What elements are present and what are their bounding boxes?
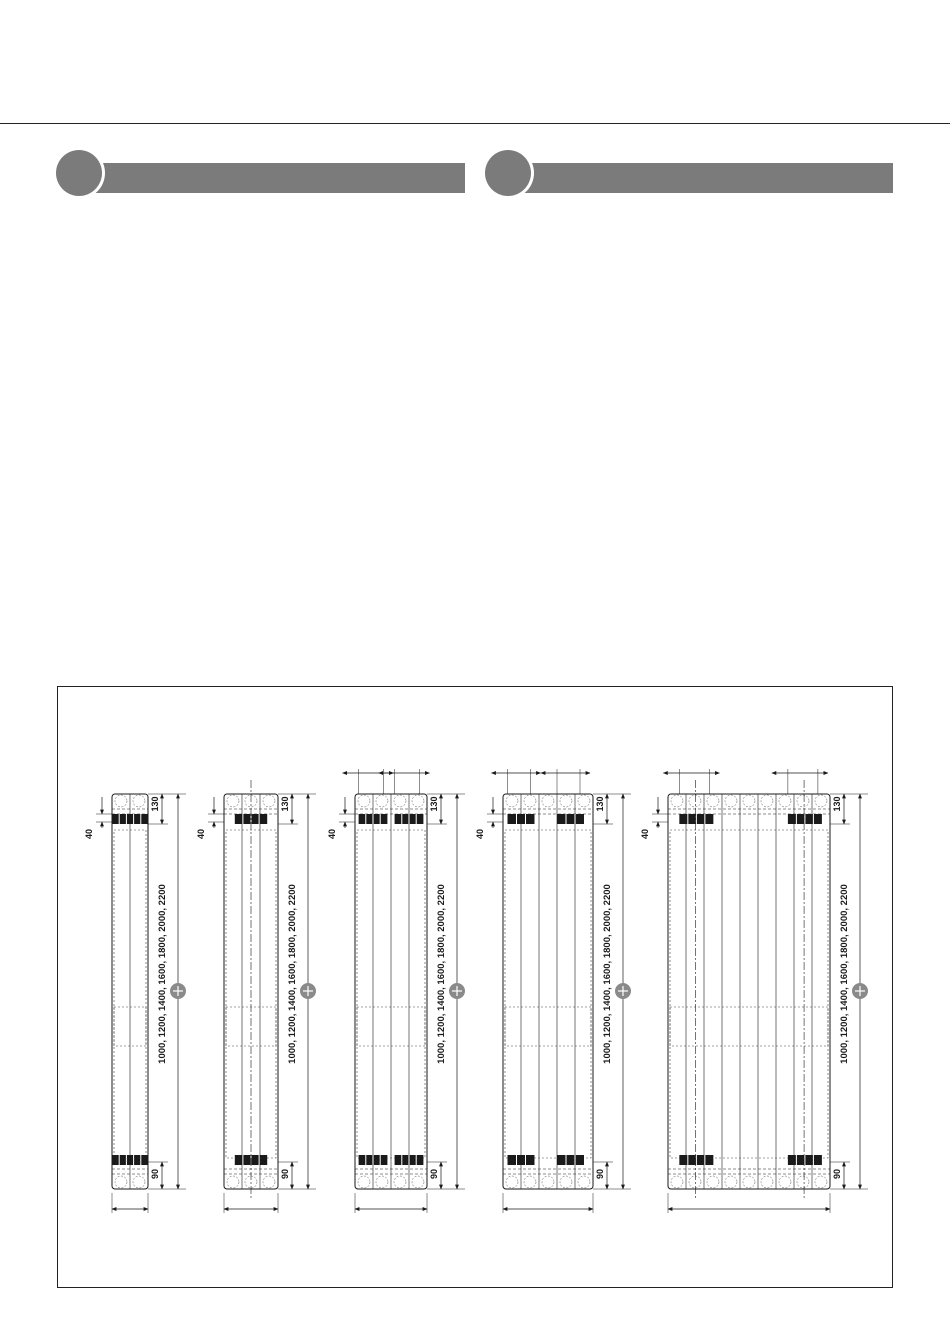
top-rule (0, 123, 950, 124)
header-circle (761, 795, 773, 807)
header-circle (263, 1176, 275, 1188)
bottom-dimension-label: 90 (150, 1168, 160, 1180)
height-range-label: 1000, 1200, 1400, 1600, 1800, 2000, 2200 (839, 884, 850, 1064)
mounting-block-top (508, 814, 535, 824)
header-circle (671, 1176, 683, 1188)
section-header-left (56, 150, 466, 200)
offset-dimension-label: 40 (475, 828, 485, 840)
header-circle (542, 1176, 554, 1188)
header-circle (133, 1176, 145, 1188)
connection-symbol-icon (300, 983, 316, 999)
offset-dimension-label: 40 (84, 828, 94, 840)
radiator-outline (503, 794, 593, 1189)
section-number-badge (485, 150, 531, 196)
radiator-outline (668, 794, 830, 1189)
header-circle (689, 795, 701, 807)
height-range-label: 1000, 1200, 1400, 1600, 1800, 2000, 2200 (436, 884, 447, 1064)
header-circle (394, 795, 406, 807)
header-circle (560, 1176, 572, 1188)
header-circle (578, 795, 590, 807)
mounting-block-bottom (112, 1155, 148, 1165)
dimension-figure-frame (57, 686, 893, 1288)
header-circle (133, 795, 145, 807)
mounting-block-bottom (508, 1155, 535, 1165)
header-circle (115, 1176, 127, 1188)
header-circle (115, 795, 127, 807)
top-dimension-label: 130 (429, 796, 439, 812)
top-dimension-label: 130 (280, 796, 290, 812)
section-header-right (485, 150, 895, 200)
bottom-dimension-label: 90 (595, 1168, 605, 1180)
header-circle (725, 1176, 737, 1188)
header-circle (412, 795, 424, 807)
top-dimension-label: 130 (150, 796, 160, 812)
header-circle (815, 795, 827, 807)
header-circle (358, 795, 370, 807)
radiator-variant-v3 (327, 769, 465, 1213)
connection-symbol-icon (852, 983, 868, 999)
bottom-dimension-label: 90 (832, 1168, 842, 1180)
inner-panel-upper (505, 830, 591, 1046)
height-range-label: 1000, 1200, 1400, 1600, 1800, 2000, 2200 (287, 884, 298, 1064)
connection-symbol-icon (615, 983, 631, 999)
header-circle (506, 1176, 518, 1188)
radiator-variant-v4 (475, 769, 631, 1213)
header-circle (725, 795, 737, 807)
section-title-bar (511, 163, 893, 193)
header-circle (743, 1176, 755, 1188)
section-number-badge (56, 150, 102, 196)
height-range-label: 1000, 1200, 1400, 1600, 1800, 2000, 2200 (602, 884, 613, 1064)
top-dimension-label: 130 (832, 796, 842, 812)
mounting-block-bottom (557, 1155, 584, 1165)
header-circle (560, 795, 572, 807)
connection-symbol-icon (170, 983, 186, 999)
header-circle (524, 795, 536, 807)
mounting-block-top (112, 814, 148, 824)
bottom-dimension-label: 90 (429, 1168, 439, 1180)
header-circle (578, 1176, 590, 1188)
header-circle (761, 1176, 773, 1188)
top-dimension-label: 130 (595, 796, 605, 812)
header-circle (376, 1176, 388, 1188)
header-circle (227, 795, 239, 807)
header-circle (743, 795, 755, 807)
offset-dimension-label: 40 (640, 828, 650, 840)
mounting-block-top (557, 814, 584, 824)
header-circle (542, 795, 554, 807)
radiator-variant-v2 (196, 780, 316, 1213)
offset-dimension-label: 40 (196, 828, 206, 840)
header-circle (797, 795, 809, 807)
offset-dimension-label: 40 (327, 828, 337, 840)
connection-symbol-icon (449, 983, 465, 999)
header-circle (707, 1176, 719, 1188)
radiator-variant-v1 (84, 794, 186, 1213)
header-circle (376, 795, 388, 807)
header-circle (227, 1176, 239, 1188)
header-circle (689, 1176, 701, 1188)
header-circle (412, 1176, 424, 1188)
header-circle (815, 1176, 827, 1188)
inner-panel-lower (505, 1007, 591, 1158)
header-circle (263, 795, 275, 807)
header-circle (707, 795, 719, 807)
header-circle (797, 1176, 809, 1188)
header-circle (358, 1176, 370, 1188)
section-title-bar (82, 163, 465, 193)
header-circle (394, 1176, 406, 1188)
bottom-dimension-label: 90 (280, 1168, 290, 1180)
header-circle (524, 1176, 536, 1188)
height-range-label: 1000, 1200, 1400, 1600, 1800, 2000, 2200 (157, 884, 168, 1064)
radiator-variant-v5 (640, 769, 868, 1213)
header-circle (506, 795, 518, 807)
radiator-dimension-drawing (58, 687, 892, 1287)
header-circle (671, 795, 683, 807)
header-circle (779, 795, 791, 807)
header-circle (779, 1176, 791, 1188)
